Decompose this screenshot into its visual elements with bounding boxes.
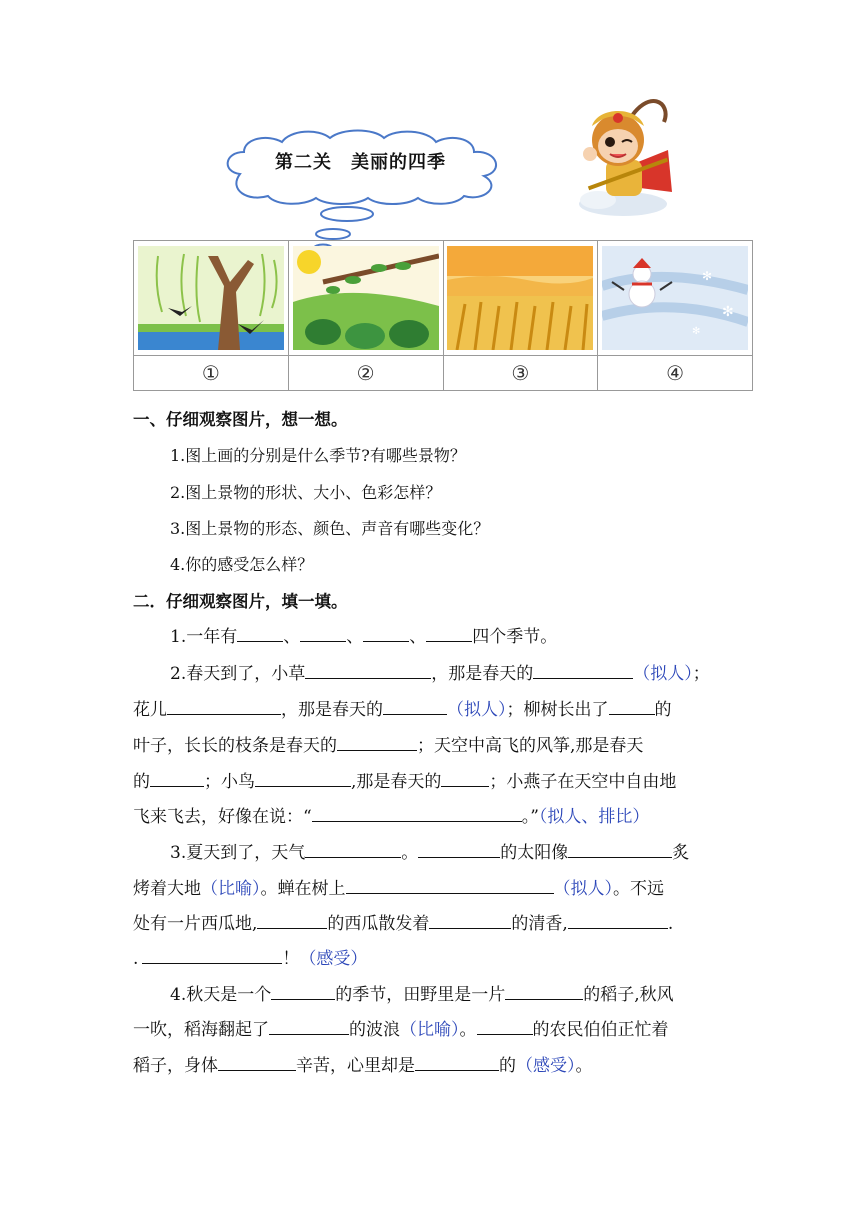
- fill-line-8: [133, 875, 664, 901]
- text: ；小燕子在天空中自由地: [489, 772, 677, 792]
- svg-text:✻: ✻: [692, 326, 701, 337]
- hint: （比喻）: [400, 1020, 460, 1040]
- season-cell-1: [134, 241, 289, 356]
- text: 的西瓜散发着: [327, 914, 430, 934]
- question-4: 4.你的感受怎么样？: [170, 555, 314, 574]
- text: 飞来飞去，好像在说：“: [133, 807, 312, 827]
- text: 、: [409, 627, 427, 647]
- text: 辛苦，心里却是: [296, 1056, 415, 1076]
- text: 稻子，身体: [133, 1056, 218, 1076]
- blank[interactable]: [505, 981, 583, 1000]
- text: ,那是春天的: [351, 772, 442, 792]
- text: 3.夏天到了，天气: [170, 843, 306, 863]
- autumn-wheat-field-icon: [447, 246, 593, 350]
- fill-line-9: [133, 910, 673, 936]
- text: ；: [692, 664, 710, 684]
- season-label: ①: [134, 356, 289, 391]
- hint: （拟人）: [633, 664, 693, 684]
- text: 叶子，长长的枝条是春天的: [133, 736, 337, 756]
- blank[interactable]: [255, 768, 351, 787]
- text: 的波浪: [349, 1020, 400, 1040]
- text: 。: [401, 843, 419, 863]
- blank[interactable]: [237, 623, 283, 642]
- text: 1.一年有: [170, 627, 238, 647]
- text: 、: [283, 627, 301, 647]
- season-cell-4: [598, 241, 753, 356]
- blank[interactable]: [568, 839, 672, 858]
- text: 。: [459, 1020, 477, 1040]
- blank[interactable]: [418, 839, 500, 858]
- section2-heading: 二．仔细观察图片，填一填。: [133, 592, 348, 611]
- text: 的农民伯伯正忙着: [532, 1020, 669, 1040]
- text: 。”: [521, 807, 539, 827]
- blank[interactable]: [218, 1052, 296, 1071]
- blank[interactable]: [337, 732, 417, 751]
- blank[interactable]: [305, 839, 401, 858]
- blank[interactable]: [269, 1016, 349, 1035]
- season-label: ④: [598, 356, 753, 391]
- fill-line-5: [133, 768, 676, 794]
- text: 炙: [672, 843, 690, 863]
- blank[interactable]: [271, 981, 335, 1000]
- blank[interactable]: [477, 1016, 533, 1035]
- question-3: 3.图上景物的形态、颜色、声音有哪些变化？: [170, 519, 490, 538]
- hint: （感受）: [516, 1056, 576, 1076]
- blank[interactable]: [346, 875, 554, 894]
- hint: （拟人、排比）: [538, 807, 650, 827]
- text: 处有一片西瓜地,: [133, 914, 258, 934]
- season-image-table: [133, 240, 753, 391]
- blank[interactable]: [167, 696, 281, 715]
- text: ；柳树长出了: [506, 700, 609, 720]
- text: 的清香,: [511, 914, 568, 934]
- blank[interactable]: [426, 623, 472, 642]
- svg-text:✻: ✻: [722, 304, 734, 320]
- fill-line-12: [133, 1016, 669, 1042]
- season-label: ③: [443, 356, 598, 391]
- text: 。: [575, 1056, 593, 1076]
- page-title: 第二关 美丽的四季: [275, 152, 446, 173]
- text: 。蝉在树上: [260, 879, 346, 899]
- text: ；天空中高飞的风筝,那是春天: [417, 736, 644, 756]
- blank[interactable]: [609, 696, 655, 715]
- season-cell-3: [443, 241, 598, 356]
- text: 的: [654, 700, 672, 720]
- text: ！: [282, 949, 300, 969]
- blank[interactable]: [533, 660, 633, 679]
- fill-line-1: [170, 623, 557, 649]
- question-1: 1.图上画的分别是什么季节?有哪些景物？: [170, 446, 466, 465]
- fill-line-7: [170, 839, 689, 865]
- blank[interactable]: [312, 803, 522, 822]
- fill-line-13: [133, 1052, 593, 1078]
- hint: （拟人）: [447, 700, 507, 720]
- blank[interactable]: [383, 696, 447, 715]
- text: 烤着大地: [133, 879, 201, 899]
- season-cell-2: [288, 241, 443, 356]
- fill-line-10: [133, 945, 367, 971]
- text: 。不远: [613, 879, 664, 899]
- blank[interactable]: [150, 768, 204, 787]
- blank[interactable]: [305, 660, 431, 679]
- text: 四个季节。: [472, 627, 558, 647]
- winter-snowman-icon: [602, 246, 748, 350]
- season-label: ②: [288, 356, 443, 391]
- text: 的稻子,秋风: [583, 985, 674, 1005]
- hint: （感受）: [299, 949, 368, 969]
- blank[interactable]: [415, 1052, 499, 1071]
- summer-watermelon-tree-icon: [293, 246, 439, 350]
- text: 一吹，稻海翻起了: [133, 1020, 269, 1040]
- spring-willow-swallows-icon: [138, 246, 284, 350]
- blank[interactable]: [257, 910, 327, 929]
- text: ；小鸟: [204, 772, 255, 792]
- hint: （比喻）: [201, 879, 261, 899]
- monkey-king-mascot-icon: [568, 92, 678, 222]
- fill-line-2: [170, 660, 710, 686]
- blank[interactable]: [300, 623, 346, 642]
- blank[interactable]: [441, 768, 489, 787]
- text: 花儿: [133, 700, 167, 720]
- svg-text:✻: ✻: [702, 269, 713, 283]
- question-2: 2.图上景物的形状、大小、色彩怎样？: [170, 483, 442, 502]
- section1-heading: 一、仔细观察图片，想一想。: [133, 410, 348, 429]
- text: 2.春天到了，小草: [170, 664, 306, 684]
- text: 的: [499, 1056, 516, 1076]
- blank[interactable]: [363, 623, 409, 642]
- fill-line-11: [170, 981, 674, 1007]
- text: .: [667, 914, 674, 934]
- text: 、: [346, 627, 364, 647]
- text: 的: [133, 772, 150, 792]
- text: 4.秋天是一个: [170, 985, 272, 1005]
- blank[interactable]: [142, 945, 282, 964]
- fill-line-4: [133, 732, 643, 758]
- text: ，那是春天的: [431, 664, 534, 684]
- blank[interactable]: [568, 910, 668, 929]
- hint: （拟人）: [553, 879, 613, 899]
- text: .: [133, 949, 139, 969]
- blank[interactable]: [429, 910, 511, 929]
- fill-line-3: [133, 696, 672, 722]
- text: ，那是春天的: [281, 700, 383, 720]
- text: 的季节，田野里是一片: [335, 985, 506, 1005]
- fill-line-6: [133, 803, 649, 829]
- text: 的太阳像: [500, 843, 569, 863]
